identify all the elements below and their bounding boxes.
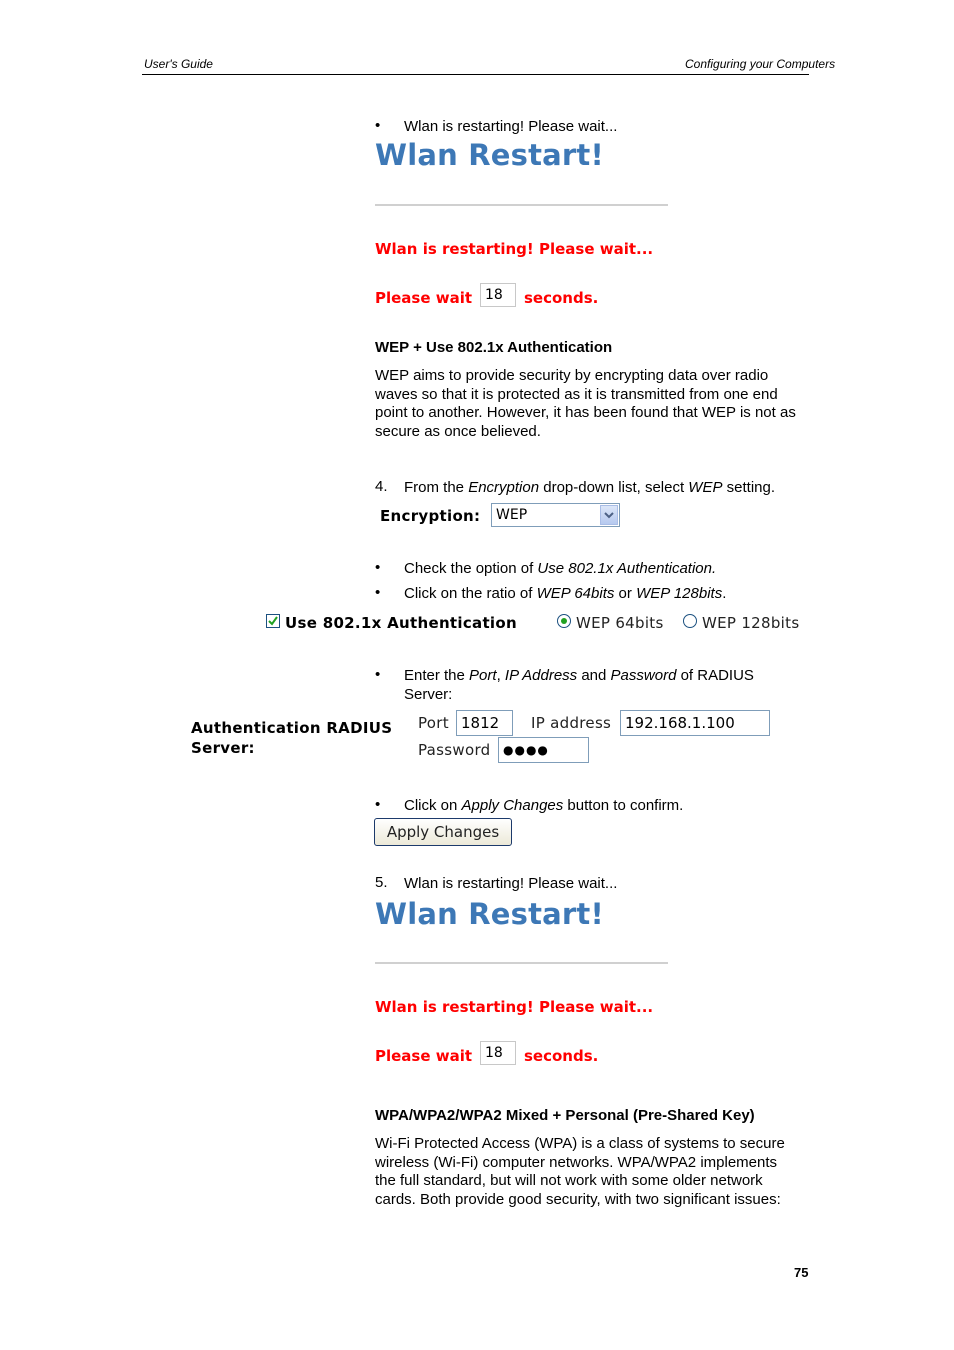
encryption-selected-value: WEP bbox=[496, 507, 528, 523]
countdown-field: 18 bbox=[480, 1041, 516, 1065]
bullet-marker: • bbox=[375, 117, 381, 134]
divider bbox=[375, 962, 668, 964]
wep-128bits-label: WEP 128bits bbox=[702, 614, 800, 632]
bullet-marker: • bbox=[375, 666, 381, 683]
radio-selected-dot bbox=[561, 618, 567, 624]
ip-address-label: IP address bbox=[531, 714, 612, 732]
paragraph-line: waves so that it is protected as it is transmitted from one end bbox=[375, 385, 778, 403]
bullet-marker: • bbox=[375, 584, 381, 601]
wlan-restarting-intro: Wlan is restarting! Please wait... bbox=[404, 118, 618, 135]
encryption-label: Encryption: bbox=[380, 507, 481, 525]
click-ratio-text: Click on the ratio of WEP 64bits or WEP 128bits. bbox=[404, 585, 727, 602]
paragraph-line: secure as once believed. bbox=[375, 422, 541, 440]
click-apply-text: Click on Apply Changes button to confirm. bbox=[404, 797, 684, 814]
paragraph-line: point to another. However, it has been found that WEP is not as bbox=[375, 404, 796, 421]
wlan-restarting-intro: Wlan is restarting! Please wait... bbox=[404, 875, 618, 892]
chevron-down-icon[interactable] bbox=[600, 505, 618, 525]
wep-128bits-radio[interactable] bbox=[683, 614, 697, 628]
header-right: Configuring your Computers bbox=[685, 57, 836, 71]
wep-64bits-label: WEP 64bits bbox=[576, 614, 664, 632]
password-input[interactable]: ●●●● bbox=[498, 737, 589, 763]
wlan-restart-title: Wlan Restart! bbox=[375, 138, 604, 172]
password-label: Password bbox=[418, 741, 491, 759]
wpa-heading: WPA/WPA2/WPA2 Mixed + Personal (Pre-Shared Key) bbox=[375, 1107, 755, 1124]
header-divider bbox=[142, 74, 809, 75]
step4-text: From the Encryption drop-down list, select WEP setting. bbox=[404, 479, 775, 496]
paragraph-line: the full standard, but will not work with some older network bbox=[375, 1172, 763, 1189]
bullet-marker: • bbox=[375, 559, 381, 576]
port-label: Port bbox=[418, 714, 449, 732]
radius-server-label: Authentication RADIUS Server: bbox=[191, 719, 393, 757]
countdown-field: 18 bbox=[480, 283, 516, 307]
paragraph-line: WEP aims to provide security by encrypting data over radio bbox=[375, 367, 769, 384]
port-input[interactable]: 1812 bbox=[456, 710, 513, 736]
use-8021x-checkbox[interactable] bbox=[266, 614, 280, 628]
paragraph-line: wireless (Wi-Fi) computer networks. WPA/WPA2 implements bbox=[375, 1153, 778, 1171]
header-left: User's Guide bbox=[144, 57, 213, 71]
wpa-paragraph bbox=[375, 1135, 815, 1209]
restarting-message: Wlan is restarting! Please wait... bbox=[375, 998, 654, 1016]
wep-64bits-radio[interactable] bbox=[557, 614, 571, 628]
encryption-select[interactable] bbox=[491, 503, 620, 527]
divider bbox=[375, 204, 668, 206]
step-number: 4. bbox=[375, 478, 388, 495]
check-option-text: Check the option of Use 802.1x Authentication. bbox=[404, 560, 717, 577]
page-number: 75 bbox=[794, 1265, 809, 1280]
ip-address-input[interactable]: 192.168.1.100 bbox=[620, 710, 770, 736]
wlan-restart-title: Wlan Restart! bbox=[375, 897, 604, 931]
paragraph-line: Wi-Fi Protected Access (WPA) is a class of systems to secure bbox=[375, 1135, 785, 1152]
checkmark-icon bbox=[267, 615, 279, 627]
apply-changes-button[interactable]: Apply Changes bbox=[374, 818, 512, 846]
step-number: 5. bbox=[375, 874, 388, 891]
restarting-message: Wlan is restarting! Please wait... bbox=[375, 240, 654, 258]
enter-radius-text: Enter the Port, IP Address and Password of RADIUS Server: bbox=[404, 667, 754, 703]
wep-paragraph bbox=[375, 367, 815, 441]
please-wait-label: Please wait bbox=[375, 289, 473, 307]
use-8021x-label: Use 802.1x Authentication bbox=[285, 614, 517, 632]
seconds-label: seconds. bbox=[524, 1047, 599, 1065]
bullet-marker: • bbox=[375, 796, 381, 813]
paragraph-line: cards. Both provide good security, with two significant issues: bbox=[375, 1190, 781, 1208]
wep-heading: WEP + Use 802.1x Authentication bbox=[375, 339, 613, 356]
seconds-label: seconds. bbox=[524, 289, 599, 307]
please-wait-label: Please wait bbox=[375, 1047, 473, 1065]
